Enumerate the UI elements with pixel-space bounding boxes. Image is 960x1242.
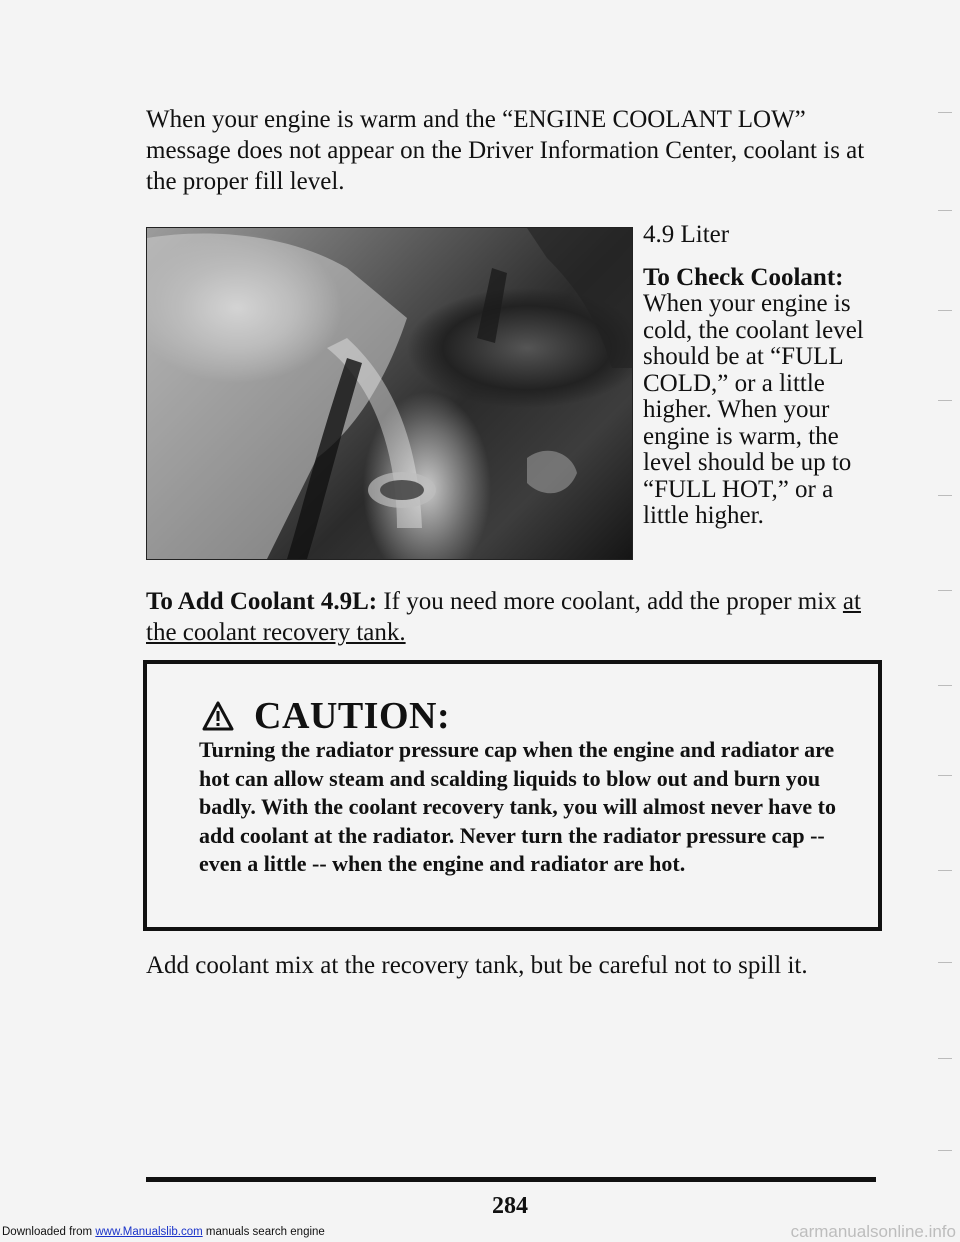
check-coolant-text: When your engine is cold, the coolant level should be at “FULL COLD,” or a little higher. When your engine is warm, the level should be up to “FULL HOT,” or a little higher.	[643, 290, 864, 529]
watermark-site: carmanualsonline.info	[790, 1222, 956, 1241]
footer-rule	[146, 1177, 876, 1182]
caution-box	[143, 660, 882, 931]
footer-prefix: Downloaded from	[2, 1226, 96, 1238]
add-coolant-heading: To Add Coolant 4.9L:	[146, 588, 378, 615]
after-caution-paragraph: Add coolant mix at the recovery tank, but be careful not to spill it.	[146, 952, 808, 979]
add-coolant-text: If you need more coolant, add the proper mix	[377, 588, 843, 615]
margin-ticks	[920, 0, 960, 1242]
caution-text: Turning the radiator pressure cap when the engine and radiator are hot can allow steam and scalding liquids to blow out and burn you badly. With the coolant recovery tank, you will almost never have to add coolant at the radiator. Never turn the radiator pressure cap -- even a little -- when the engine and radiator are hot.	[199, 737, 836, 877]
download-footer	[2, 1226, 325, 1238]
add-coolant-paragraph	[146, 586, 886, 648]
caution-heading	[202, 694, 450, 738]
add-coolant-underlined: at the coolant recovery tank.	[146, 588, 861, 646]
engine-size-label: 4.9 Liter	[643, 221, 730, 248]
page-number: 284	[492, 1193, 528, 1219]
side-column	[643, 222, 883, 530]
check-coolant-heading: To Check Coolant:	[643, 263, 844, 291]
manualslib-link[interactable]: www.Manualslib.com	[95, 1226, 203, 1238]
warning-triangle-icon	[202, 701, 234, 731]
intro-paragraph: When your engine is warm and the “ENGINE COOLANT LOW” message does not appear on the Driver Information Center, coolant is at the proper fill level.	[146, 106, 865, 195]
engine-coolant-photo	[146, 227, 633, 560]
caution-title: CAUTION:	[254, 695, 451, 737]
footer-suffix: manuals search engine	[202, 1226, 325, 1238]
